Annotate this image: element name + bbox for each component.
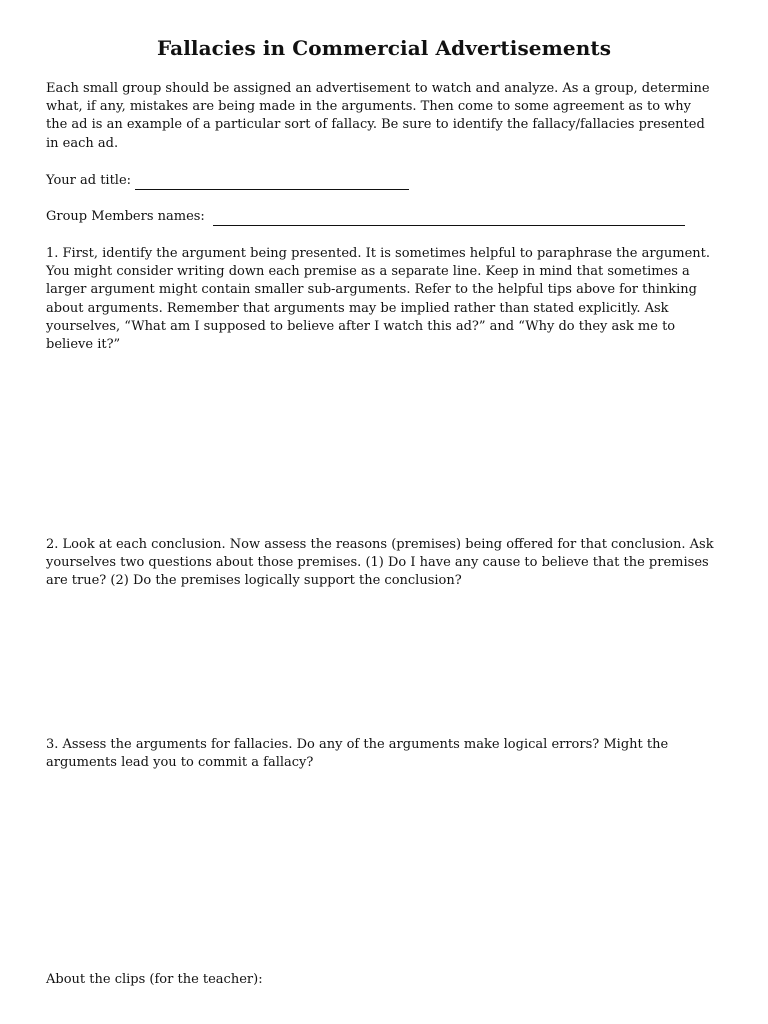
ad-title-blank-line <box>135 175 409 190</box>
ad-title-label: Your ad title: <box>46 173 132 188</box>
question-1: 1. First, identify the argument being presented. It is sometimes helpful to paraphrase the argument. You might consider writing down each premise as a separate line. Keep in mind that sometimes a larger argument might contain smaller sub-arguments. Refer to the helpful tips above for thinking about arguments. Remember that arguments may be implied rather than stated explicitly. Ask yourselves, “What am I supposed to believe after I watch this ad?” and “Why do they ask me to believe it?” <box>46 246 711 353</box>
group-members-field <box>46 208 685 226</box>
about-clips-heading: About the clips (for the teacher): <box>46 972 263 987</box>
page-title: Fallacies in Commercial Advertisements <box>156 36 612 60</box>
question-3: 3. Assess the arguments for fallacies. Do any of the arguments make logical errors? Might the arguments lead you to commit a fallacy? <box>46 737 669 771</box>
group-members-label: Group Members names: <box>46 209 205 224</box>
group-members-blank-line <box>213 211 685 226</box>
question-2: 2. Look at each conclusion. Now assess the reasons (premises) being offered for that conclusion. Ask yourselves two questions about those premises. (1) Do I have any cause to believe that the premises are true? (2) Do the premises logically support the conclusion? <box>46 537 714 589</box>
intro-paragraph: Each small group should be assigned an advertisement to watch and analyze. As a group, determine what, if any, mistakes are being made in the arguments. Then come to some agreement as to why the ad is an example of a particular sort of fallacy. Be sure to identify the fallacy/fallacies presented in each ad. <box>46 81 710 151</box>
ad-title-field <box>46 172 409 190</box>
